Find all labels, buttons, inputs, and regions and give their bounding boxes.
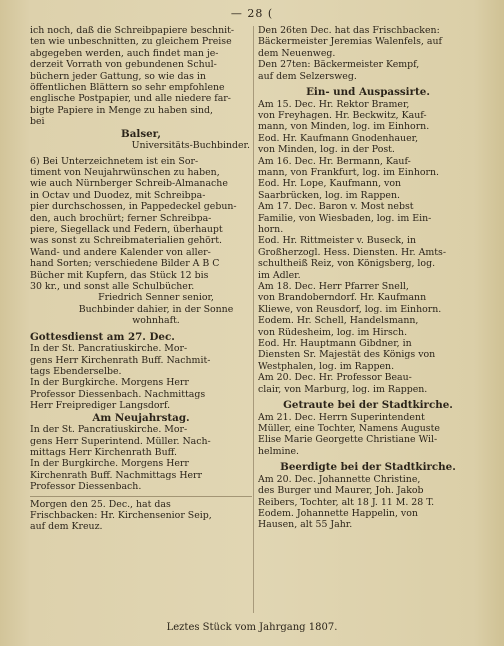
section-heading: Beerdigte bei der Stadtkirche. — [280, 461, 456, 474]
signature-line: Friedrich Senner senior, — [98, 292, 214, 304]
text-line: Saarbrücken, log. im Rappen. — [258, 189, 400, 201]
section-heading: Ein- und Auspassirte. — [306, 86, 430, 99]
text-line: Am 21. Dec. Herrn Superintendent — [258, 411, 425, 423]
text-line: Am 15. Dec. Hr. Rektor Bramer, — [258, 98, 410, 110]
text-line: Bäckermeister Jeremias Walenfels, auf — [258, 36, 442, 48]
text-line: Eod. Hr. Rittmeister v. Buseck, in — [258, 235, 417, 247]
text-line: schultheiß Reiz, von Königsberg, log. — [258, 258, 436, 270]
text-line: bigte Papiere in Menge zu haben sind, — [30, 104, 214, 116]
text-line: Eod. Hr. Lope, Kaufmann, von — [258, 178, 402, 190]
text-line: mann, von Frankfurt, log. im Einhorn. — [258, 166, 440, 178]
text-line: den, auch brochürt; ferner Schreibpa- — [30, 212, 212, 224]
text-line: Den 27ten: Bäckermeister Kempf, — [258, 59, 420, 71]
baking-notice-left — [30, 499, 252, 533]
text-line: helmine. — [258, 445, 300, 457]
text-line: horn. — [258, 224, 284, 235]
marriages-section — [258, 399, 478, 457]
page-number: — 28 ( — [230, 7, 274, 20]
closing-line: Leztes Stück vom Jahrgang 1807. — [166, 622, 338, 633]
text-line: abgegeben werden, auch findet man je- — [30, 47, 219, 59]
text-line: von Minden, log. in der Post. — [258, 144, 395, 156]
text-line: derzeit Vorrath von gebundenen Schul- — [30, 59, 217, 71]
church-services — [30, 331, 252, 493]
text-line: öffentlichen Blättern so sehr empfohlene — [30, 82, 225, 94]
text-line: Den 26ten Dec. hat das Frischbacken: — [258, 25, 440, 36]
text-line: Müller, eine Tochter, Namens Auguste — [258, 423, 440, 434]
text-line: büchern jeder Gattung, so wie das in — [30, 70, 206, 82]
text-line: Am 17. Dec. Baron v. Most nebst — [258, 201, 414, 213]
text-line: Westphalen, log. im Rappen. — [258, 360, 395, 372]
horizontal-rule — [30, 496, 252, 497]
text-line: Großherzogl. Hess. Diensten. Hr. Amts- — [258, 246, 447, 258]
text-line: von Freyhagen. Hr. Beckwitz, Kauf- — [258, 109, 427, 121]
travelers-section — [258, 86, 478, 395]
text-line: englische Postpapier, und alle niedere far- — [30, 93, 231, 105]
text-line: Herr Freiprediger Langsdorf. — [30, 400, 171, 412]
text-line: Eodem. Johannette Happelin, von — [258, 507, 418, 519]
baking-notice-right — [258, 25, 478, 82]
text-line: Familie, von Wiesbaden, log. im Ein- — [258, 212, 432, 224]
signature-title: Universitäts-Buchbinder. — [131, 140, 250, 152]
text-line: gens Herr Superintend. Müller. Nach- — [30, 435, 211, 447]
text-line: clair, von Marburg, log. im Rappen. — [258, 383, 428, 395]
text-line: Am 20. Dec. Johannette Christine, — [258, 473, 421, 485]
column-divider — [253, 26, 254, 613]
text-line: 30 kr., und sonst alle Schulbücher. — [30, 281, 195, 293]
text-line: dem Neuenweg. — [258, 47, 336, 59]
text-line: 6) Bei Unterzeichnetem ist ein Sor- — [30, 155, 199, 167]
text-line: in Octav und Duodez, mit Schreibpa- — [30, 189, 206, 201]
text-line: hand Sorten; verschiedene Bilder A B C — [30, 258, 220, 270]
text-line: bei — [30, 116, 45, 128]
text-line: In der St. Pancratiuskirche. Mor- — [30, 424, 188, 436]
text-line: In der Burgkirche. Morgens Herr — [30, 377, 189, 389]
text-line: Eodem. Hr. Schell, Handelsmann, — [258, 315, 419, 327]
text-line: Am 20. Dec. Hr. Professor Beau- — [258, 372, 412, 384]
text-line: was sonst zu Schreibmaterialien gehört. — [30, 235, 223, 247]
text-line: Kirchenrath Buff. Nachmittags Herr — [30, 469, 202, 481]
text-line: In der Burgkirche. Morgens Herr — [30, 458, 189, 470]
signature-line: Buchbinder dahier, in der Sonne — [78, 303, 234, 315]
text-line: Eod. Hr. Kaufmann Gnodenhauer, — [258, 132, 419, 144]
signature-name: Balser, — [121, 127, 161, 140]
text-line: Elise Marie Georgette Christiane Wil- — [258, 434, 438, 446]
text-line: Morgen den 25. Dec., hat das — [30, 498, 171, 510]
text-line: Am 16. Dec. Hr. Bermann, Kauf- — [258, 155, 411, 167]
announcement-new-year — [30, 156, 252, 327]
signature-line: wohnhaft. — [132, 315, 180, 327]
text-line: Kliewe, von Reusdorf, log. im Einhorn. — [258, 303, 442, 315]
text-line: des Burger und Maurer, Joh. Jakob — [258, 485, 424, 497]
left-column — [30, 25, 252, 533]
text-line: mittags Herr Kirchenrath Buff. — [30, 446, 177, 458]
text-line: gens Herr Kirchenrath Buff. Nachmit- — [30, 354, 211, 366]
text-line: pier durchschossen, in Pappedeckel gebun- — [30, 201, 237, 213]
text-line: von Brandoberndorf. Hr. Kaufmann — [258, 292, 427, 304]
text-line: Frischbacken: Hr. Kirchensenior Seip, — [30, 509, 212, 521]
text-line: piere, Siegellack und Federn, überhaupt — [30, 224, 223, 235]
text-line: Professor Diessenbach. Nachmittags — [30, 388, 206, 400]
text-line: im Adler. — [258, 269, 301, 281]
text-line: In der St. Pancratiuskirche. Mor- — [30, 343, 188, 355]
text-line: tags Ebenderselbe. — [30, 365, 122, 377]
announcement-stationery — [30, 25, 252, 152]
text-line: Diensten Sr. Majestät des Königs von — [258, 349, 436, 361]
text-line: timent von Neujahrwünschen zu haben, — [30, 166, 220, 178]
text-line: Am 18. Dec. Herr Pfarrer Snell, — [258, 281, 409, 293]
text-line: auf dem Kreuz. — [30, 521, 103, 533]
text-line: mann, von Minden, log. im Einhorn. — [258, 121, 430, 133]
burials-section — [258, 461, 478, 531]
text-line: wie auch Nürnberger Schreib-Almanache — [30, 178, 228, 190]
section-subheading: Am Neujahrstag. — [92, 411, 190, 424]
text-line: Hausen, alt 55 Jahr. — [258, 519, 353, 531]
text-line: Bücher mit Kupfern, das Stück 12 bis — [30, 269, 209, 281]
text-line: von Rüdesheim, log. im Hirsch. — [258, 326, 408, 338]
text-line: Reibers, Tochter, alt 18 J. 11 M. 28 T. — [258, 496, 435, 508]
right-column — [258, 25, 478, 531]
section-heading: Getraute bei der Stadtkirche. — [283, 399, 453, 412]
text-line: Wand- und andere Kalender von aller- — [30, 246, 211, 258]
text-line: ich noch, daß die Schreibpapiere beschnit- — [30, 25, 235, 36]
section-heading: Gottesdienst am 27. Dec. — [30, 330, 175, 343]
text-line: Professor Diessenbach. — [30, 481, 142, 493]
text-line: Eod. Hr. Hauptmann Gibdner, in — [258, 338, 412, 350]
text-line: ten wie unbeschnitten, zu gleichem Preise — [30, 36, 232, 48]
text-line: auf dem Selzersweg. — [258, 70, 357, 82]
